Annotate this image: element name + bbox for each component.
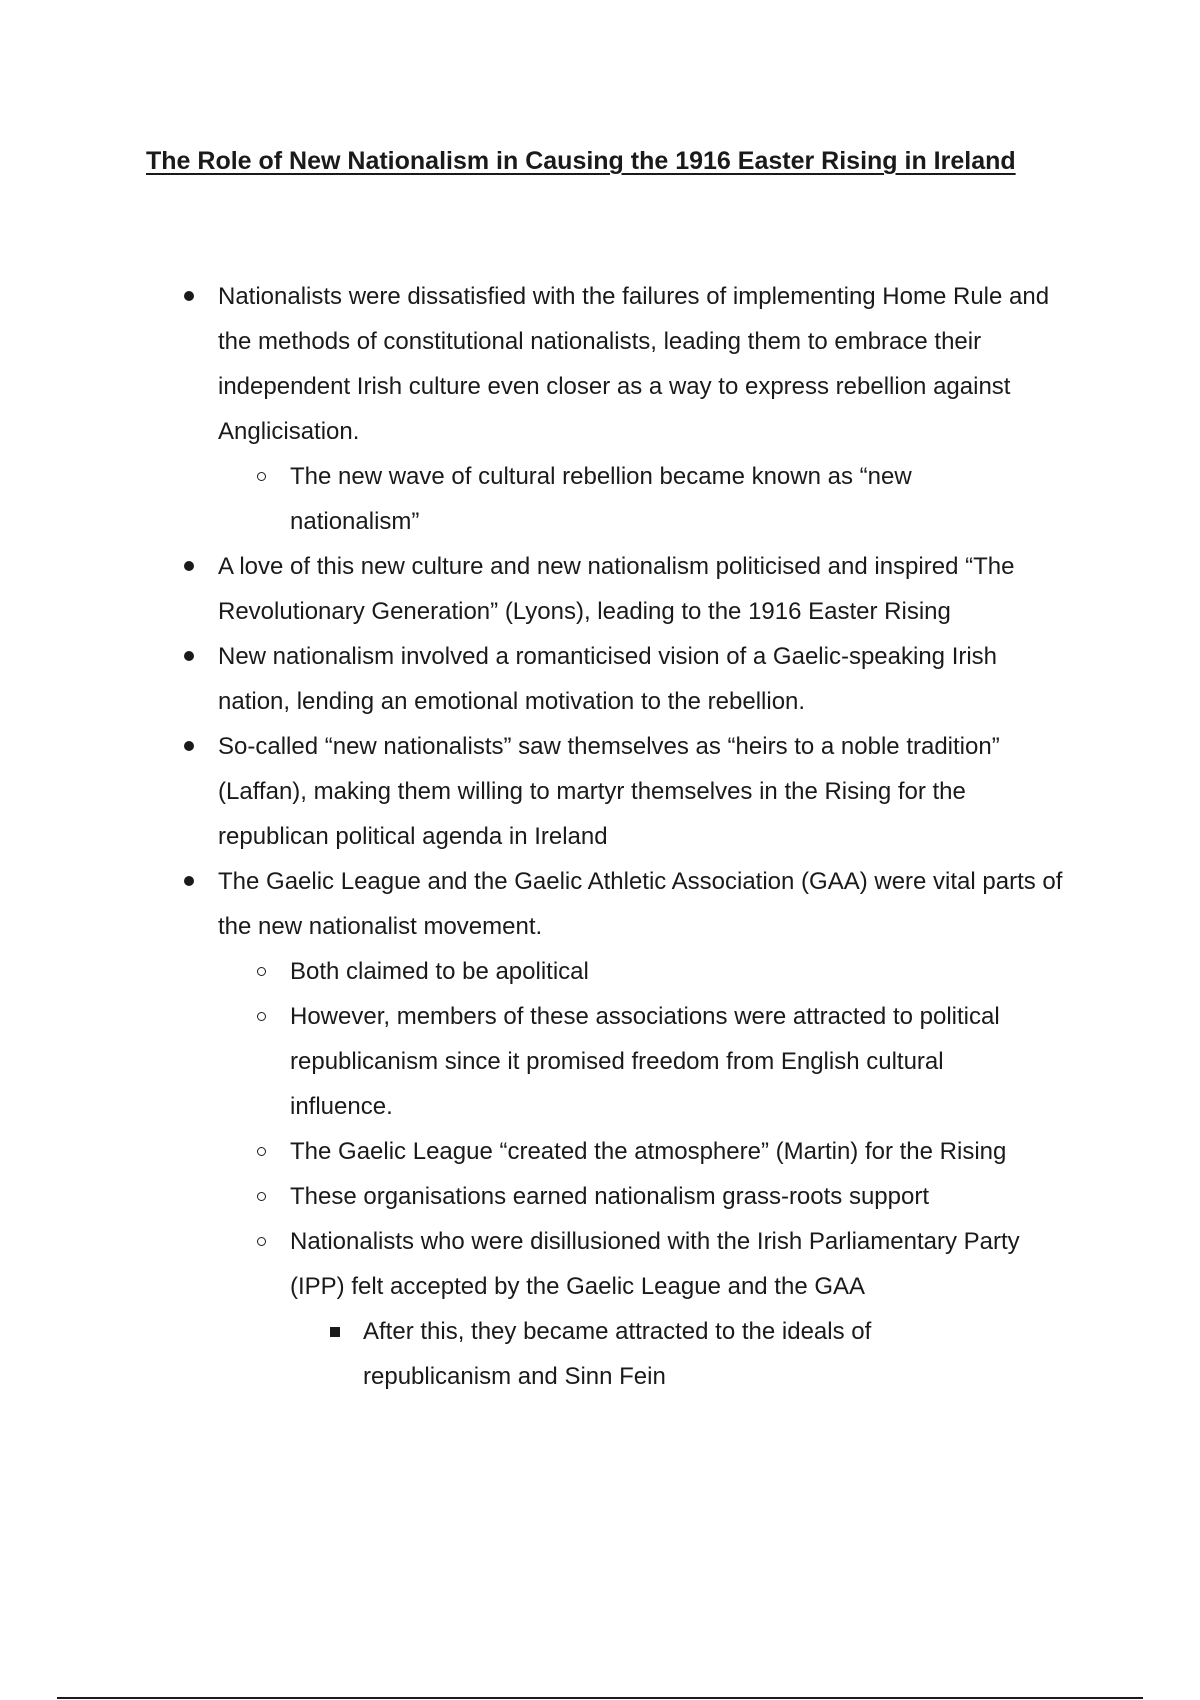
filled-circle-bullet-icon bbox=[184, 291, 194, 301]
page-divider bbox=[57, 1697, 1143, 1699]
list-item bbox=[218, 274, 1063, 454]
hollow-circle-bullet-icon bbox=[257, 472, 266, 481]
list-item bbox=[218, 724, 1063, 859]
list-item bbox=[290, 454, 1030, 544]
hollow-circle-bullet-icon bbox=[257, 1192, 266, 1201]
filled-circle-bullet-icon bbox=[184, 876, 194, 886]
list-item-text: However, members of these associations were attracted to political republicanism since it promised freedom from English cultural influence. bbox=[290, 1003, 1000, 1120]
hollow-circle-bullet-icon bbox=[257, 1147, 266, 1156]
list-item bbox=[218, 859, 1063, 949]
list-item bbox=[290, 949, 1030, 994]
list-item-text: The Gaelic League and the Gaelic Athletic Association (GAA) were vital parts of the new nationalist movement. bbox=[218, 868, 1063, 940]
list-item bbox=[363, 1309, 1023, 1399]
list-item-text: After this, they became attracted to the ideals of republicanism and Sinn Fein bbox=[363, 1318, 872, 1390]
list-item bbox=[290, 1219, 1030, 1309]
list-item bbox=[290, 994, 1030, 1129]
list-item-text: New nationalism involved a romanticised vision of a Gaelic-speaking Irish nation, lending an emotional motivation to the rebellion. bbox=[218, 643, 998, 715]
filled-circle-bullet-icon bbox=[184, 561, 194, 571]
list-item-text: So-called “new nationalists” saw themselves as “heirs to a noble tradition” (Laffan), making them willing to martyr themselves in the Rising for the republican political agenda in Ireland bbox=[218, 733, 1000, 850]
hollow-circle-bullet-icon bbox=[257, 1012, 266, 1021]
list-item-text: Nationalists who were disillusioned with the Irish Parliamentary Party (IPP) felt accepted by the Gaelic League and the GAA bbox=[290, 1228, 1020, 1300]
list-item-text: These organisations earned nationalism grass-roots support bbox=[290, 1183, 930, 1210]
list-item bbox=[290, 1174, 1030, 1219]
bullet-list bbox=[0, 274, 1200, 1399]
filled-circle-bullet-icon bbox=[184, 651, 194, 661]
list-item-text: Nationalists were dissatisfied with the failures of implementing Home Rule and the methods of constitutional nationalists, leading them to embrace their independent Irish culture even closer as a way to express rebellion against Anglicisation. bbox=[218, 283, 1050, 445]
list-item bbox=[218, 634, 1063, 724]
list-item bbox=[290, 1129, 1030, 1174]
list-item bbox=[218, 544, 1063, 634]
document-title: The Role of New Nationalism in Causing the 1916 Easter Rising in Ireland bbox=[146, 147, 1016, 175]
list-item-text: Both claimed to be apolitical bbox=[290, 958, 589, 985]
filled-circle-bullet-icon bbox=[184, 741, 194, 751]
hollow-circle-bullet-icon bbox=[257, 967, 266, 976]
list-item-text: The new wave of cultural rebellion became known as “new nationalism” bbox=[290, 463, 912, 535]
list-item-text: The Gaelic League “created the atmosphere” (Martin) for the Rising bbox=[290, 1138, 1007, 1165]
hollow-circle-bullet-icon bbox=[257, 1237, 266, 1246]
list-item-text: A love of this new culture and new nationalism politicised and inspired “The Revolutionary Generation” (Lyons), leading to the 1916 Easter Rising bbox=[218, 553, 1015, 625]
square-bullet-icon bbox=[330, 1327, 340, 1337]
